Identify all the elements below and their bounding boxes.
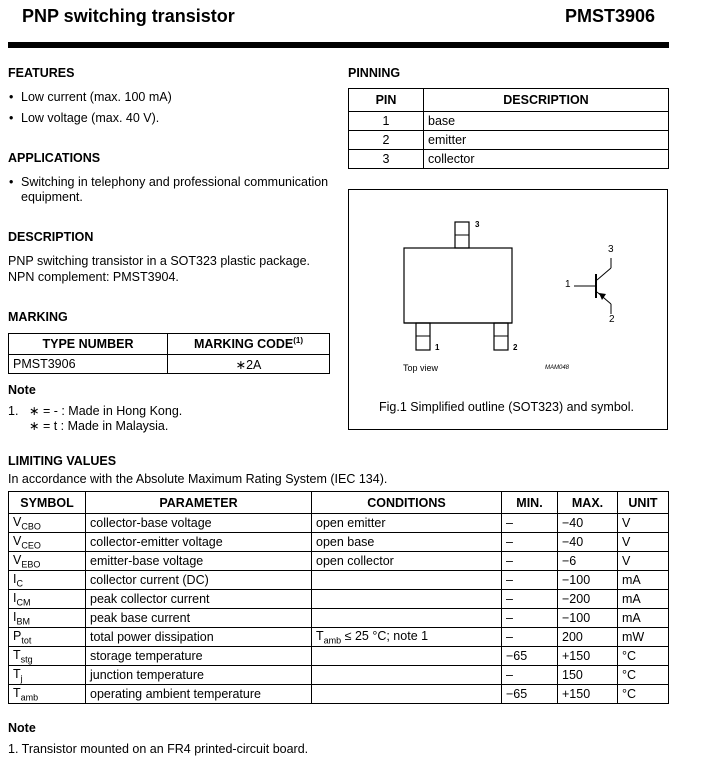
description-line: PNP switching transistor in a SOT323 plastic package. bbox=[8, 254, 310, 268]
max-cell: −200 bbox=[558, 590, 618, 609]
pinning-table bbox=[348, 88, 669, 169]
symbol-pin2-label: 2 bbox=[609, 314, 615, 325]
conditions-cell: open emitter bbox=[312, 514, 502, 533]
symbol-cell: $I_C$ bbox=[9, 571, 86, 590]
symbol-cell: $V_{CEO}$ bbox=[9, 533, 86, 552]
symbol-cell: $T_{stg}$ bbox=[9, 647, 86, 666]
header-rule bbox=[8, 42, 669, 48]
parameter-cell: collector-base voltage bbox=[86, 514, 312, 533]
conditions-cell bbox=[312, 647, 502, 666]
table-row bbox=[9, 666, 669, 685]
min-cell: – bbox=[502, 571, 558, 590]
table-row bbox=[9, 647, 669, 666]
conditions-cell: $T_{amb} \le 25$ °C; note 1 bbox=[312, 628, 502, 647]
table-row bbox=[9, 571, 669, 590]
parameter-cell: emitter-base voltage bbox=[86, 552, 312, 571]
limiting-heading: LIMITING VALUES bbox=[8, 454, 117, 468]
unit-cell: V bbox=[618, 533, 669, 552]
symbol-cell: $T_j$ bbox=[9, 666, 86, 685]
max-cell: −100 bbox=[558, 571, 618, 590]
table-row bbox=[9, 628, 669, 647]
page-title: PNP switching transistor bbox=[22, 6, 235, 26]
part-number: PMST3906 bbox=[564, 6, 655, 26]
table-row bbox=[349, 150, 669, 169]
pin-cell: 1 bbox=[349, 112, 424, 131]
table-row bbox=[9, 609, 669, 628]
pin-desc-cell: emitter bbox=[424, 131, 669, 150]
package-body bbox=[404, 248, 512, 323]
limiting-note-text: 1. Transistor mounted on an FR4 printed-circuit board. bbox=[8, 742, 309, 756]
limiting-table bbox=[8, 491, 669, 704]
pin-desc-cell: collector bbox=[424, 150, 669, 169]
feature-item: • Low voltage (max. 40 V). bbox=[21, 111, 159, 126]
pin-cell: 2 bbox=[349, 131, 424, 150]
col-unit: UNIT bbox=[618, 492, 669, 514]
min-cell: – bbox=[502, 628, 558, 647]
max-cell: −40 bbox=[558, 514, 618, 533]
min-cell: – bbox=[502, 514, 558, 533]
min-cell: – bbox=[502, 552, 558, 571]
table-row bbox=[9, 685, 669, 704]
marking-table bbox=[8, 333, 330, 374]
description-heading: DESCRIPTION bbox=[8, 230, 94, 244]
limiting-intro: In accordance with the Absolute Maximum Rating System (IEC 134). bbox=[8, 472, 388, 486]
table-row bbox=[9, 552, 669, 571]
package-outline-diagram bbox=[349, 190, 667, 429]
symbol-cell: $V_{EBO}$ bbox=[9, 552, 86, 571]
min-cell: – bbox=[502, 609, 558, 628]
figure-code: MAM048 bbox=[545, 365, 570, 371]
unit-cell: mA bbox=[618, 609, 669, 628]
marking-note-line: ∗ = t : Made in Malaysia. bbox=[29, 419, 169, 433]
conditions-cell bbox=[312, 685, 502, 704]
unit-cell: °C bbox=[618, 685, 669, 704]
parameter-cell: junction temperature bbox=[86, 666, 312, 685]
min-cell: −65 bbox=[502, 647, 558, 666]
marking-col-code: MARKING CODE$^{(1)}$ bbox=[168, 334, 330, 355]
pin-cell: 3 bbox=[349, 150, 424, 169]
table-row bbox=[9, 533, 669, 552]
parameter-cell: collector-emitter voltage bbox=[86, 533, 312, 552]
unit-cell: °C bbox=[618, 647, 669, 666]
figure-box bbox=[348, 189, 668, 430]
features-heading: FEATURES bbox=[8, 66, 75, 80]
min-cell: – bbox=[502, 590, 558, 609]
symbol-cell: $P_{tot}$ bbox=[9, 628, 86, 647]
top-view-label: Top view bbox=[403, 363, 439, 373]
marking-code-cell: ∗2A bbox=[168, 355, 330, 374]
parameter-cell: peak collector current bbox=[86, 590, 312, 609]
pinning-col-desc: DESCRIPTION bbox=[424, 89, 669, 112]
col-symbol: SYMBOL bbox=[9, 492, 86, 514]
symbol-collector bbox=[597, 268, 611, 280]
symbol-cell: $I_{BM}$ bbox=[9, 609, 86, 628]
figure-caption: Fig.1 Simplified outline (SOT323) and symbol. bbox=[379, 400, 634, 414]
parameter-cell: operating ambient temperature bbox=[86, 685, 312, 704]
pin3-label: 3 bbox=[475, 220, 480, 229]
applications-heading: APPLICATIONS bbox=[8, 151, 101, 165]
marking-note-line: ∗ = - : Made in Hong Kong. bbox=[29, 404, 183, 418]
col-conditions: CONDITIONS bbox=[312, 492, 502, 514]
col-parameter: PARAMETER bbox=[86, 492, 312, 514]
conditions-cell bbox=[312, 609, 502, 628]
pinning-col-pin: PIN bbox=[349, 89, 424, 112]
conditions-cell: open base bbox=[312, 533, 502, 552]
table-row bbox=[9, 514, 669, 533]
pinning-heading: PINNING bbox=[348, 66, 401, 80]
pin-desc-cell: base bbox=[424, 112, 669, 131]
pin2-label: 2 bbox=[513, 343, 518, 352]
max-cell: −40 bbox=[558, 533, 618, 552]
marking-col-type: TYPE NUMBER bbox=[9, 334, 168, 355]
symbol-cell: $I_{CM}$ bbox=[9, 590, 86, 609]
min-cell: −65 bbox=[502, 685, 558, 704]
parameter-cell: collector current (DC) bbox=[86, 571, 312, 590]
col-max: MAX. bbox=[558, 492, 618, 514]
table-row bbox=[9, 590, 669, 609]
max-cell: −6 bbox=[558, 552, 618, 571]
unit-cell: °C bbox=[618, 666, 669, 685]
parameter-cell: peak base current bbox=[86, 609, 312, 628]
min-cell: – bbox=[502, 533, 558, 552]
conditions-cell: open collector bbox=[312, 552, 502, 571]
application-item: • Switching in telephony and professional communication equipment. bbox=[21, 175, 331, 205]
unit-cell: mA bbox=[618, 571, 669, 590]
max-cell: +150 bbox=[558, 685, 618, 704]
limiting-note-heading: Note bbox=[8, 721, 36, 735]
symbol-cell: $V_{CBO}$ bbox=[9, 514, 86, 533]
unit-cell: mA bbox=[618, 590, 669, 609]
conditions-cell bbox=[312, 590, 502, 609]
marking-type-cell: PMST3906 bbox=[9, 355, 168, 374]
unit-cell: V bbox=[618, 514, 669, 533]
description-line: NPN complement: PMST3904. bbox=[8, 270, 179, 284]
max-cell: +150 bbox=[558, 647, 618, 666]
table-row bbox=[349, 131, 669, 150]
parameter-cell: storage temperature bbox=[86, 647, 312, 666]
max-cell: −100 bbox=[558, 609, 618, 628]
marking-note-number: 1. bbox=[8, 404, 19, 418]
symbol-cell: $T_{amb}$ bbox=[9, 685, 86, 704]
max-cell: 200 bbox=[558, 628, 618, 647]
pin1-label: 1 bbox=[435, 343, 440, 352]
unit-cell: V bbox=[618, 552, 669, 571]
marking-note-heading: Note bbox=[8, 383, 36, 397]
symbol-pin1-label: 1 bbox=[565, 279, 571, 290]
col-min: MIN. bbox=[502, 492, 558, 514]
conditions-cell bbox=[312, 571, 502, 590]
parameter-cell: total power dissipation bbox=[86, 628, 312, 647]
table-row bbox=[349, 112, 669, 131]
marking-heading: MARKING bbox=[8, 310, 68, 324]
max-cell: 150 bbox=[558, 666, 618, 685]
feature-item: • Low current (max. 100 mA) bbox=[21, 90, 172, 105]
symbol-pin3-label: 3 bbox=[608, 244, 614, 255]
min-cell: – bbox=[502, 666, 558, 685]
unit-cell: mW bbox=[618, 628, 669, 647]
conditions-cell bbox=[312, 666, 502, 685]
